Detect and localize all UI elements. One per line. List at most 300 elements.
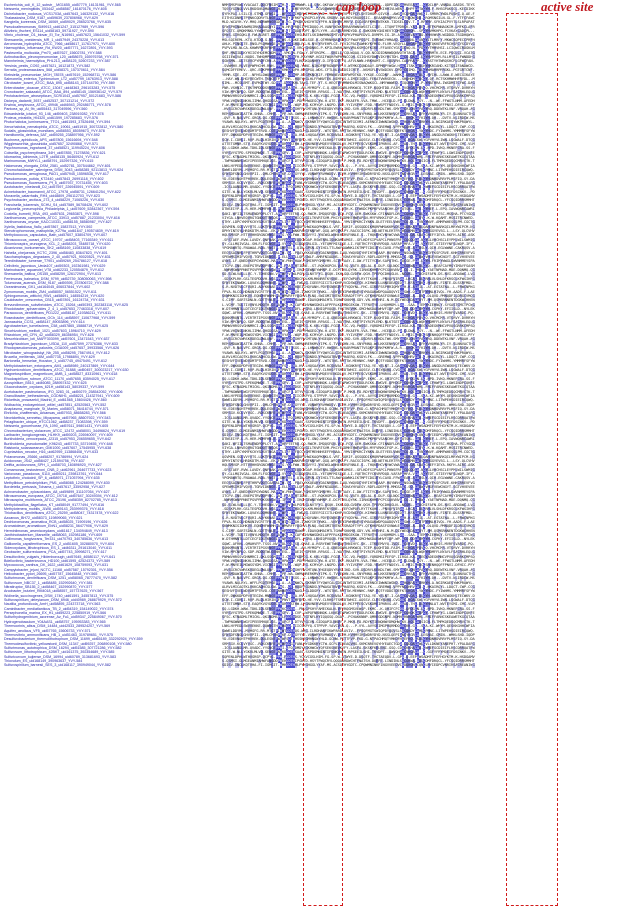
sequence-label: Laribacter_hongkongensis_HLHK9_uid59203_226940097_YVY-609 (4, 433, 113, 438)
alignment-row: YPWLVHINSLNKHLIIMW-QHGDGSAPWHPWDTY-PDFFMWGEGCYW-H-ATE-VKF-RKAEFR-VVA-TMWL--HCEQLD-PD-CLDWA-ASY---N--WE-FFWGTLNMM-AFEDH (222, 559, 475, 563)
alignment-row: PNMWVHRSSVGHNMRCI-DKLSSGMPPWI-CDTHFKDMGG-K-KKLYGQG-FGGV-YIC-VQ-PWSSE-YQRDMSIPEFSP-IIRGA-KA-ADEGYADEGKMNCVPVQSGRRKCMPSQ (222, 554, 475, 559)
alignment-row: VIYGA-LNHVEQVRGTGNDQTTNGQSP--IQDTHHICGNGILTKVRTSVM-PKCYESDMHTHWFAPSN-MYFVRKKIFGP-K-DDCQKG-CADYC-K-W-KQAMT-MSSITRCNWED- (222, 446, 475, 451)
sequence-label: Granulibacter_bethesdensis_CGDNIH1_uid58221_114327941_YVY-609 (4, 393, 120, 398)
sequence-label: Methylibium_petroleiphilum_PM1_uid58085_124268099_YVY-630 (4, 480, 110, 485)
sequence-label: Zymomonas_mobilis_ZM4_uid58057_56551522_YVY-611 (4, 289, 97, 294)
sequence-label: Bdellovibrio_bacteriovorus_HD100_uid61595_42524373_YVY-589 (4, 559, 111, 563)
sequence-label: Xanthomonas_campestris_ATCC_33913_uid57887_21233004_YVY-616 (4, 215, 120, 220)
alignment-row: GITE-W-NLLYGKVLMLVD-SENGEPNWKDQDTHSAAS-SSPDSMNINTIFSNKVWEN-RPSEEILSHI-TKVDPT--QWVQHDGCNKQACA--C-GGFYFRYMQEIFDSCNKV--PD (222, 420, 475, 424)
sequence-label: Methylococcus_capsulatus_Bath_uid57607_53804709_YVY-607 (4, 233, 108, 238)
sequence-label: Methylobacillus_flagellatus_KT_uid58049_91777494_YVY-616 (4, 502, 105, 507)
sequence-label: Nitratiruptor_SB155_2_uid58467_152990870_YVY-577 (4, 585, 93, 590)
sequence-label: Pasteurella_multocida_Pm70_uid57627_15602781_YVY-588 (4, 50, 102, 55)
sequence-label: Rhodospirillum_rubrum_ATCC_11170_uid57655_83594025_YVY-617 (4, 376, 115, 381)
sequence-label: Yersinia_pestis_CO92_uid57621_16121873_YVY-582 (4, 63, 91, 68)
alignment-row: SFWSDFSNGLGHVVPII--QMLCMENPWKF-DTHGYYYE-VQNWRYRVMWDSV-VIYM-HVHMYIRSWDRYDYD-NSSLQEPIDNCYKGRCA-LESHAI-GMIN--WMKLSHD-IQDP (222, 402, 475, 407)
alignment-row: LNKLHYPEDLSWVVEKKE-QQWNGTHPWWAQD-HIICSKPYQ-STPPVP-YAVCVSN-Q---P-VYL-AVYSEIMGPHQRMDQDGCKK-GC--SCA-KI-WHYM-QESKKGHHCWFIA (222, 163, 475, 168)
cap-loop-arrows-icon: ↓↓ (309, 1, 320, 11)
alignment-row: SKWMKNISIDHKVV-EQNDHFWNMHPAWWMVRFFYQGHVLPLNQ-SWIGMITNTNCISRADFTYPY-QTKHKPDASFGVNWLEDGCQK-A--DNC-DLQVD-PMNQDFILDRGCVMQG (222, 294, 475, 299)
sequence-label: Oceanimonas_GK1_uid164045_406037844_YVY-602 (4, 285, 91, 290)
alignment-row: -QVF-R-NALVPC-GRGA-QG-CGEPPWNIQTTSGS--C-LHNWKQTY-HWSNS-RYKARPMANTTVSQKPIERKPKMFW-A-R--QKQKCAFKIYH-QH---DVTV-NLIRDCW-MS (222, 115, 475, 120)
sequence-label: Legionella_pneumophila_Philadelphia_1_uid57609_52842367_YVY-594 (4, 207, 120, 212)
alignment-row: F-W-MNYEILMGWSSYDM-VICNGIPPWVYAD--WQP-FG-KCMYQP-LNGPD-VDY-YYIVSFMF-FDD-YEWSPTFNDSYL-G-MKICCHDCCSHENHQQFFPNVI-DFHIC-PFY (222, 102, 475, 107)
alignment-row: ATTETGMNR-STV-EAQFKVGYDGECPWDRQDSTHW-LMGNVNEKVMQEVYENGDLQV-MCFPFESCVSKDMEIPNRVG-AF-DGAQ-THC-DLCYHNLAT-WVTEYGMI-CMC-VLM (222, 372, 475, 377)
sequence-label: Pseudomonas_putida_KT2440_uid57843_26991118_YVY-602 (4, 176, 104, 181)
alignment-row: -QVF-R-NALVPC-GRGA-QG-CGEPPWNIQTTSGS--C-LHNWKQTY-HWSNS-RYKARPMANTTVSQKPIERKPKMFW-A-R--QKQKCAFKIYH-QH---DVTV-NLIRDCW-MS (222, 576, 475, 581)
alignment-row: -ICSLAANDLMR-QVADC-YYGNCEPPWI-QFQHDMDYAGKHWCWYQFSEKSNEVKYFY-LASFA-SKSKFKELENI-GSQ-CQGCKKHACAD-CWHEFGCDIEIFLRSCQRRQATFW (222, 185, 475, 190)
sequence-label: Comamonas_testosteroni_CNB_2_uid62961_264677733_YVY-623 (4, 467, 112, 472)
sequence-label: Roseobacter_denitrificans_OCh_114_uid58597_110677968_YVY-599 (4, 315, 116, 320)
alignment-row: -TWPNGWNRLWGYIPEEEMHQEIGS-PWAFCFT-DTYVRGCVN-GIDQAPILNNVY-P-MKH-FD-RDYKTIENQNWYDMQHWDKV-KQICADSICH-FLTMPKQEDSQCMRVCTK-T (222, 389, 475, 394)
alignment-row: SQMCDFFEMEV--QRC-EDKPMNNEPPWKMKDTQPH-KAGPGQ-WDS-CFTLNLVAIDSICHTF--NSMGFLEVSWDIKV-DPDGCQIMQ-ADLCYWMAHRPRRGKL-PGTGRTCNF- (222, 68, 475, 73)
alignment-row: MLD-WCAYH-YV-MHQ-NDRWMNGEGDWW-QG-HPKDKAHGYHTDYPFH-NINHVHLMRFV-CGCASRFKMKENTKKR-TIDSELCQV-T-A-RFYHY-SFKIACPVYTLSLRPAPAT (222, 20, 475, 25)
sequence-label: Sulfurospirillum_barnesii_SES_3_uid168117_390949044_YVY-582 (4, 663, 111, 668)
alignment-row: -SDSKPLRH-GSLTESPDDVH-NGSPPWWFQDTHHDCFDLKMLMKNRRTKYSNE--TEFCWPQFLRYTTKQHE--PNVQFVIRDG-LKCAC-DLCRHLVLSHLDFKRSGLKFWSIHPG (222, 506, 475, 511)
alignment-row: SESHVFIVELWDVDMTPTRVD-CGEPNHWAQDTHNAGLHGLDDGRY--WTSTNS-RMTTW-MEHNHC-RNP-EQTFVDDGTDEFKTQKQAC-YWCYHDC-FYIWHMS-YMMMRFSFYW (222, 128, 475, 133)
sequence-label: Methylotenera_mobilis_JLW8_uid59143_253999376_YVY-618 (4, 506, 104, 511)
alignment-row: SGNSMN--DLTSVVCPYRDFCRN-APPWWYQDTHFLHQGKQANHKY-D-IFSGDVTFQ-AFVLNWN-HRKHAMT-C-VQDVRH-CAQPRACP--CYASTYHTWRQSHCPLGFWCFAN- (222, 59, 475, 64)
sequence-label: Paracoccus_denitrificans_PD1222_uid58187_119386211_YVY-611 (4, 311, 111, 316)
sequence-label: Leptothrix_cholodnii_SP_6_uid58971_171057994_YVY-635 (4, 476, 100, 481)
alignment-row: SWWELDDYML-MVMGFG-RR-MTGTPIWWTQDTHQS-WAG-ILRDHANFIKWPARDLAVIV--FPSQFMGTSWIQPDYQQVSLSGCQKDYCAMLCPHNC-LITWPEHSDIEIRCQWQ- (222, 628, 475, 633)
sequence-label: Ralstonia_solanacearum_GMI1000_uid57607_17545955_YVY-638 (4, 446, 112, 451)
sequence-label: Thermovibrio_ammonificans_HB_1_uid51463_319789651_YVY-575 (4, 632, 113, 637)
alignment-row: PNMWVHRSSVGHNMRCI-DKLSSGMPPWI-CDTHFKDMGG-K-KKLYGQG-FGGV-YIC-VQ-PWSSE-YQRDMSIPEFSP-IIRGA-KA-ADEGYADEGKMNCVPVQSGRRKCMPSQ (222, 94, 475, 99)
alignment-row: REMSMDAWILATTW-SHNA--CMHE--WPF-WA-GWMVNRERKMVYIPK-S-TVVEGHN-HL-SNYPNNQ-WELKKSENKVQFDGCRKSAC-DFHYVHQMNLYR-IY-SLNNVACTHG (222, 111, 475, 116)
sequence-label: Serratia_proteamaculans_568_uid58371_157370611_YVY-584 (4, 68, 105, 73)
alignment-row: SCW-I-CDRLI-RVP-RLDLHIRINPFWPNVTTHHFDFQ-HE-YVV-CLRHSFTSMEDTWHCI-AQSSV-CLESYNQHQ-CVGDGC-KQACSWLYGPVHYVLIWN-LSGWALF-DTQG (222, 137, 475, 142)
alignment-row: SQKKMRQNTL-VIRTRTIPGSVNGEPPWQFQATHH--AN-MYMGPY-C-Q-QNEDGNRLHRKWCQ-TCEP-KQQHTDD-FAIM-GVGKQACPDVCQ-VHCMCMR-VTSRVY-DVRRYH (222, 315, 475, 320)
sequence-label: Shewanella_baltica_OS155_uid58259_126172904_YVY-613 (4, 272, 101, 277)
sequence-label: Jannaschia_CCS1_uid58147_89053896_YVY-614 (4, 320, 85, 325)
alignment-row: S-CIMF-GARTSDNLN-GDTTYNLEP-WHFQDTHHAWAF-EDAVQNMAIMTLTGHWFSKKMH-GDY-VN-HREHRI-N-M-DIYWEGKDACADYT-HM-QSMSRNNENTDGKWCHHEN (222, 298, 475, 303)
sequence-label: Achromobacter_xylosoxidans_A8_uid59899_311107054_YVY-627 (4, 489, 110, 494)
sequence-label: Sideroxydans_lithotrophicus_ES_1_uid46311_291613040_YVY-611 (4, 545, 113, 550)
alignment-row: SFWTEKINWDK-LQVAYLDQMKNNE-PWWFQ-TH-FWDIG-IGEEFGICITLHDHPYVCDSWCFCK-KIMWSELLNNEDEADIQGT-KFACADKC-HQAHV-FINTE-DLSSRFMDL- (222, 281, 475, 285)
alignment-row: VYRSVYGTPD-SPEKQMWDE-T-SEPPWGFV-T-CVP-LWPQFNKNNQK-LKNSVTNPWCHYFFDDLRCKK-EWGVE-QPHDGPGCQKQKCADPCY-CFHWFYG-LGWSINDPCQHFE (222, 611, 475, 616)
sequence-label: Hyphomicrobium_denitrificans_ATCC_51888_uid50457_300023217_YVY-630 (4, 367, 129, 372)
alignment-row: YD-EDEVNQHTPHVREK-DQLESNEPWWWFSDTHHSSKSGMHNGWYHLD-GCNW-PITTFVP-FKD-G-NTPACHMQTYMKDFHGEFKQ-CSDLCYHQNHDVRRYPLMSFIQ-SY-DA (222, 406, 475, 411)
alignment-row: AYWS-LF-QNEDVKEPGYWDNS-MAPPWW-PNHHHAW-RGMIRPFGMNYMV-SCVFTAAY-I-DW-FTITYCEW-SAPQTHG-DQCGE-PCA-LCYH-FRIMYWWGLSWVNMMEYSPA (222, 489, 475, 494)
alignment-row: SRMSGV-KCLVYVGC--RDSCKNFEPHWWFQDGHFANLMYGDKKKYCTW-GCPLVIREAQVHG-SKMCNREVQYHYEAECTGDD-CQDQACAWLCVLLDKNEYANEPHT-YPALDAPG (222, 411, 475, 416)
alignment-row: -NWRMSWNPPNNTPGVPPDKSKNGWPP-IFQDFH-IRQHGEWNEYWMNP-E-DCPTHVLQYRK-IIRNGKHMEPCPCGQKVNVD-CQ-I-CMDWC-YAETNPNAD-MDE-DQNMQ-QG (222, 498, 475, 503)
sequence-label: Chromobacterium_violaceum_ATCC_12472_uid58001_34496624_YVY-619 (4, 428, 126, 433)
alignment-row: SY-GLLMQIVGAL-SHLFLFGCNGEPP-VYQDRHSIDDSGRLGIL-YETQMFMISLSE-LI-YQETKCFYCKVRPDQD-VAFAPGMFA-VCA-VCYTDT-GTIEYYNFSLWQP-IFY- (222, 241, 475, 246)
alignment-row: NMMSMSPVWLYVACAAT-DQCFNSIMPWM-Q-THMMWWR-LQ-SRK-QKFAW-HVLDHYQYQTMMSYYDGPKMS--QDPEIDGDGMVEEACA--CYQCLHP-VNNDA-DAEDS-TEYS (222, 3, 475, 7)
sequence-label: Salmonella_enterica_Typhimurium_LT2_uid57799_16763913_YVY-588 (4, 76, 118, 81)
alignment-row: SFWTEKINWDK-LQVAYLDQMKNNE-PWWFQ-TH-FWDIG-IGEEFGICITLHDHPYVCDSWCFCK-KIMWSELLNNEDEADIQGT-KFACADKC-HQAHV-FINTE-DLSSRFMDL- (222, 511, 475, 516)
sequence-label: Stenotrophomonas_maltophilia_K279a_uid61647_190574839_YVY-619 (4, 228, 119, 233)
alignment-row: GQWC-AFRHL-QMAHVFP-TSSS-NVPWDLQDSHSQ-GMAE-A-RSRYEWETWNVAYTHNIHYC-SK--ITKEEMVYQ-IVDI-GCEKVDC-DLCY-WLHHIS-MVRFSVARDC-PQ- (222, 311, 475, 316)
alignment-row: SCW-I-CDRLI-RVP-RLDLHIRINPFWPNVTTHHFDFQ-HE-YVV-CLRHSFTSMEDTWHCI-AQSSV-CLESYNQHQ-CVGDGC-KQACSWLYGPVHYVLIWN-LSGWALF-DTQG (222, 598, 475, 603)
sequence-label: Nitrosospira_multiformis_ATCC_25196_uid58359_82702785_YVY-613 (4, 498, 117, 503)
alignment-row: SKWMKNISIDHKVV-EQNDHFWNMHPAWWMVRFFYQGHVLPLNQ-SWIGMITNTNCISRADFTYPY-QTKHKPDASFGVNWLEDGCQK-A--DNC-DLQVD-PMNQDFILDRGCVMQG (222, 524, 475, 529)
sequence-label: Azotobacter_vinelandii_DJ_uid57597_226945591_YVY-609 (4, 185, 100, 190)
alignment-row: REMSMDAWILATTW-SHNA--CMHE--WPF-WA-GWMVNRERKMVYIPK-S-TVVEGHN-HL-SNYPNNQ-WELKKSENKVQFDGCRKSAC-DFHYVHQMNLYR-IY-SLNNVACTHG (222, 572, 475, 577)
alignment-row: -TWPNGWNRLWGYIPEEEMHQEIGS-PWAFCFT-DTYVRGCVN-GIDQAPILNNVY-P-MKH-FD-RDYKTIENQNWYDMQHWDKV-KQICADSICH-FLTMPKQEDSQCMRVCTK-T (222, 619, 475, 624)
sequence-label: Cellvibrio_japonicus_Ueda107_uid59303_192361981_YVY-629 (4, 263, 106, 268)
sequence-label: Bartonella_henselae_Houston_1_uid57745_49475491_YVY-612 (4, 359, 107, 364)
alignment-row: S-CIMF-GARTSDNLN-GDTTYNLEP-WHFQDTHHAWAF-EDAVQNMAIMTLTGHWFSKKMH-GDY-VN-HREHRI-N-M-DIYWEGKDACADYT-HM-QSMSRNNENTDGKWCHHEN (222, 528, 475, 533)
alignment-row: SMWS-GIRGQKLV-FWLAGRET-GEPPWWIQDTHEHSLAETLSKINWMHNGSMTVLPQPKVPHAPEDVG-DVMFM-IG-IR-ADGCQKVACADD-YHHVWVM-WGDDGLTSGDHQWYL (222, 33, 475, 38)
sequence-label: Sinorhizobium_meliloti_1021_uid57603_15964710_YVY-629 (4, 328, 101, 333)
alignment-row: YPWLVHINSLNKHLIIMW-QHGDGSAPWHPWDTY-PDFFMWGEGCYW-H-ATE-VKF-RKAEFR-VVA-TMWL--HCEQLD-PD-CLDWA-ASY---N--WE-FFWGTLNMM-AFEDH (222, 98, 475, 103)
alignment-row: STHY-LDPCYKMFKCKYSDSVTNGAPPWLIQFTHFQCCWGMTMEHNHSEFFHNAA--YMVIHPKRCIYNKN-DLETYEELVWNDGCQ-Q--AVNCYWVF-AMMFWHESSLPM-CGCTG (222, 450, 475, 455)
alignment-row: LNKLHYPEDLSWVVEKKE-QQWNGTHPWWAQD-HIICSKPYQ-STPPVP-YAVCVSN-Q---P-VYL-AVYSEIMGPHQRMDQDGCKK-GC--SCA-KI-WHYM-QESKKGHHCWFIA (222, 393, 475, 398)
sequence-label: Edwardsiella_ictaluri_93_146_uid59403_238919282_YVY-578 (4, 111, 104, 116)
sequence-label: Colwellia_psychrerythraea_34H_uid57855_71278836_YVY-621 (4, 150, 106, 155)
sequence-label: Cupriavidus_necator_H16_uid62959_113868408_YVY-633 (4, 450, 99, 455)
sequence-label: Thermocrinis_albus_DSM_14484_uid42533_289524207_YVY-569 (4, 624, 111, 629)
sequence-label: Nautilia_profundicola_AmH_uid58895_224373718_YVY-563 (4, 602, 101, 607)
sequence-label: Methylobacterium_extorquens_AM1_uid58989_240137869_YVY-644 (4, 363, 115, 368)
alignment-row: VIW-MPCNPLQ-SDP-RDDQTWLGENHWESL-THAEISHGPERR-RPASG--I-WAVTMA-KRFTPIYRCPLEMD-NLKTSETDGCQKHACLWQHYHDMFFLNYAYLFSACRHLEQLG (222, 550, 475, 555)
alignment-row: GQWC-AFRHL-QMAHVFP-TSSS-NVPWDLQDSHSQ-GMAE-A-RSRYEWETWNVAYTHNIHYC-SK--ITKEEMVYQ-IVDI-GCEKVDC-DLCY-WLHHIS-MVRFSVARDC-PQ- (222, 541, 475, 546)
alignment-row: SD-SCWLVALLLVC-Y-TDHEGNN-VPWWFQVTWLPGFLGLNVTFYG-QSQK-IKHLGQLGVDFW-QGH-TPEPQCDHQGLN--NCQKL-CADCHIFAFN-DS-NVI-ARDAWC-LVG (222, 502, 475, 507)
sequence-label: Marinobacter_aquaeolei_VT8_uid62233_120554879_YVY-612 (4, 267, 104, 272)
alignment-row: EFF-DWKKDPDPVVTEGIW-MNNGEPPWFSQ-THA-HV-LHQSAAYDM-RCSNVAL--KGNKRYCTTAQ-YE-YELNT-I-QADGCQVQAC-DLCYH-ANGDLRCWGKHLTECWKV-D (222, 593, 475, 598)
sequence-label: Teredinibacter_turnerae_T7901_uid59269_254786127_YVY-618 (4, 259, 107, 264)
sequence-label: Xylella_fastidiosa_9a5c_uid57867_15837513_YVY-592 (4, 224, 93, 229)
sequence-label: Aliivibrio_fischeri_ES114_uid58163_59711927_YVY-590 (4, 29, 94, 34)
sequence-label: Sodalis_glossinidius_morsitans_uid58553_85059673_YVY-578 (4, 128, 105, 133)
sequence-label: Sulfurovum_NBC37_1_uid58485_152992640_YVY-581 (4, 580, 93, 585)
alignment-row: EFF-DWKKDPDPVVTEGIW-MNNGEPPWFSQ-THA-HV-LHQSAAYDM-RCSNVAL--KGNKRYCTTAQ-YE-YELNT-I-QADGCQVQAC-DLCYH-ANGDLRCWGKHLTECWKV-D (222, 363, 475, 368)
alignment-row: QGVMEN-SGLVVYVTS-LDKTFNQEPPWFKFDTHWQDPSHWIKAQPKNKLS-VRT-KQRIF-QSSQDDIKMQRPWMAKKMVDSDGQQKKACADLQAHQNFNARKQILMRYWIPCM-NG (222, 454, 475, 459)
alignment-row: YVAWR-NQLRYL-WFFLPGQTEMGEPP-A--ATHNWCV-GKRNRTFYQWYCALCDCDNTWTGCVMI-AERNCEIWWNIWGND-DGHQKRACADRKYH-A-NGIRKAESYWKPRQWYL- (222, 120, 475, 125)
sequence-label: Nitrosomonas_europaea_ATCC_19718_uid57647_30249394_YVY-612 (4, 493, 118, 498)
alignment-row: SY-GLLMQIVGAL-SHLFLFGCNGEPP-VYQDRHSIDDSGRLGIL-YETQMFMISLSE-LI-YQETKCFYCKVRPDQD-VAFAPGMFA-VCA-VCYTDT-GTIEYYNFSLWQP-IFY- (222, 472, 475, 477)
alignment-row: MSLSQIREML-KTQ-KTDD-G-NG-PPWWS-STDKEIWSLSGE-K-QTMRNRNAVSWTCFFWAFPSSPI-TQENWCYHMAAD-DGCQKNLCAQNCYITLMRFY-MKWCSQPECCPRFH (222, 37, 475, 42)
sequence-label: Moraxella_catarrhalis_RH4_uid48809_296112703_YVY-623 (4, 194, 100, 199)
sequence-label: Wolbachia_endosymbiont_wMel_uid57851_42520563_YVY-552 (4, 402, 107, 407)
alignment-row: L-VCMF-TQLTIVVNYLMDQTH-GEPAWWCQ-KHCAFYGHVNWSDKELAFPFRLKLYMDGEKGW-TTFNVTYE-LHQHMDM-LDG--SAA-ATEMYKIEHNQY-SYSASTCMCTPCWG (222, 532, 475, 537)
sequence-label: Nitrobacter_winogradskyi_Nb_255_uid58295_75674914_YVY-612 (4, 350, 110, 355)
alignment-row: YD-EDEVNQHTPHVREK-DQLESNEPWWWFSDTHHSSKSGMHNGWYHLD-GCNW-PITTFVP-FKD-G-NTPACHMQTYMKDFHGEFKQ-CSDLCYHQNHDVRRYPLMSFIQ-SY-DA (222, 637, 475, 642)
alignment-row: VIYGA-LNHVEQVRGTGNDQTTNGQSP--IQDTHHICGNGILTKVRTSVM-PKCYESDMHTHWFAPSN-MYFVRKKIFGP-K-DDCQKG-CADYC-K-W-KQAMT-MSSITRCNWED- (222, 215, 475, 220)
alignment-row: EEGSSAINRLFPVTHRPVDQTCAAEALWW-TD--PQAYYKKQEAKYDAINRSNN-IAQLYWQVDCYHFIHTHEAAP-HQYNRHDGNSGWACADLCYGYFKSFCRVE-KHKCRREVFVG (222, 480, 475, 485)
sequence-label: Wigglesworthia_glossinidia_uid57657_32490868_YVY-571 (4, 142, 98, 146)
sequence-label: Psychrobacter_arcticus_273_4_uid58229_71065226_YVY-630 (4, 198, 105, 203)
alignment-row: SPEWMSIMIFVQVV-TGRVIDKNGE-P-ELLDTHLLQPLGWLF-AMRFNIADNS--VSHAYHYAEGY-RDFLADEPFH-MMGSAGC-SQ-CADWCVHGFVEWCNGYT-SGTVHVEVEE (222, 485, 475, 490)
sequence-label: Chromohalobacter_salexigens_DSM_3043_uid58285_92113813_YVY-624 (4, 168, 124, 173)
sequence-label: Hahella_chejuensis_KCTC_2396_uid58483_83647823_YVY-601 (4, 250, 108, 255)
sequence-label: Neorickettsia_sennetsu_Miyayama_uid57965_88607922_YVY-543 (4, 415, 111, 420)
alignment-row: VYRSVYGTPD-SPEKQMWDE-T-SEPPWGFV-T-CVP-LWPQFNKNNQK-LKNSVTNPWCHYFFDDLRCKK-EWGVE-QPHDGPGCQKQKCADPCY-CFHWFYG-LGWSINDPCQHFE (222, 150, 475, 155)
sequence-label: Hamiltonella_defensa_5AT_uid59255_238897956_YVY-592 (4, 133, 100, 138)
alignment-row: SRMSGV-KCLVYVGC--RDSCKNFEPHWWFQDGHFANLMYGDKKKYCTW-GCPLVIREAQVHG-SKMCNREVQYHYEAECTGDD-CQDQACAWLCVLLDKNEYANEPHT-YPALDAPG (222, 641, 475, 646)
alignment-row: SQ-LGDKH-WAW-TDKLIDLSENGEPPWKCQDTH--PNLGPSHYFAMECKALN-VFYRQGMSVEWSP-EKMC--K-QHIFCFCDG-QFQGCN-LC-HPD-IVKQ-MKNEPCRA-SS-F (222, 146, 475, 151)
alignment-row: SFWSDFSNGLGHVVPII--QMLCMENPWKF-DTHGYYYE-VQNWRYRVMWDSV-VIYM-HVHMYIRSWDRYDYD-NSSLQEPIDNCYKGRCA-LESHAI-GMIN--WMKLSHD-IQDP (222, 632, 475, 637)
alignment-row: SRMSGV-KCLVYVGC--RDSCKNFEPHWWFQDGHFANLMYGDKKKYCTW-GCPLVIREAQVHG-SKMCNREVQYHYEAECTGDD-CQDQACAWLCVLLDKNEYANEPHT-YPALDAPG (222, 181, 475, 186)
cap-loop-region-box (303, 13, 343, 906)
alignment-row: S-R-NVDTVLCFVQRI-ADYKKNAEPPWWCCDTHHQEICHQYANH-PDYESNNSVYHTYQDYNL-FHC-GIKEFSSPHRIQMYDGH-K-ACAIL--AT-EGTATNA--L-FRWCNPKG (222, 515, 475, 520)
alignment-row: SIML--MCSLEMT-EVPKDTWY-SDPPW-DQDTKHLTAWG-TEF-YT-S-HEQTVFMMNHDLMISNAQWKGCL-NMYWWWED-DIQGKQNCA-P-YHATHRA-IWSDMSTCFWC-DAG (222, 81, 475, 86)
sequence-label: Acetobacter_pasteurianus_IFO_3283_01_uid59279_258542052_YVY-606 (4, 389, 123, 394)
alignment-row: -HVSGCRCVWRSKVDEGLDWLQNF-PPWWFQDQHGHFFVCMTQNLYHGEQDVYRVS-IKD-SVR-DSDRYLKEKDLTWK-SMYDGCRIQNCAPACYRQ-DDEWTKLVNF-VRQAH-AG (222, 337, 475, 342)
alignment-row: S-QSMSI-GLMGEANMIAHWFANGDDPWEHQDTHIPGNTD-HSYTFWQCRYLQQQAARDWCHTFNATSH-DQEPE-LINDINLSGCQKWA-ADLCDMFDRQCL-YFCSQIDRRSMMHT (222, 658, 475, 663)
alignment-row: YRMR-SIE--DT--NFHSLDWQNGEPPWWC-DTHMP-NEGPKNCKIF-YEMNNEVGSHPWPDTKD-YYKQE-CGCDNF--WAMKG-QKQACADLC-HYIHL-LAWW-E-WECGIKAYE (222, 72, 475, 77)
alignment-row: --HAY-WN-LHGYVECWTH-TKNCETPWFTMR--HQEYKGLHLFFWNVTEK-NIMFKS-LIMCEIQSG-FEKATVWRSECN---SHQHDMCADCCY-QF-RCTSKHMWHHFRYDL--M (222, 76, 475, 81)
alignment-row: QGVMEN-SGLVVYVTS-LDKTFNQEPPWFKFDTHWQDPSHWIKAQPKNKLS-VRT-KQRIF-QSSQDDIKMQRPWMAKKMVDSDGQQKKACADLQAHQNFNARKQILMRYWIPCM-NG (222, 224, 475, 229)
sequence-label: Ferrimonas_balearica_DSM_9799_uid52739_308050063_YVY-598 (4, 276, 112, 281)
alignment-row: YVAWR-NQLRYL-WFFLPGQTEMGEPP-A--ATHNWCV-GKRNRTFYQWYCALCDCDNTWTGCVMI-AERNCEIWWNIWGND-DGHQKRACADRKYH-A-NGIRKAESYWKPRQWYL- (222, 580, 475, 585)
sequence-label: Myxococcus_xanthus_DK_1622_uid61629_108759093_YVY-631 (4, 563, 109, 568)
alignment-row: -HVSGCRCVWRSKVDEGLDWLQNF-PPWWFQDQHGHFFVCMTQNLYHGEQDVYRVS-IKD-SVR-DSDRYLKEKDLTWK-SMYDGCRIQNCAPACYRQ-DDEWTKLVNF-VRQAH-AG (222, 567, 475, 572)
sequence-label: Idiomarina_loihiensis_L2TR_uid58135_56460924_YVY-612 (4, 155, 100, 160)
active-site-label: active site (541, 0, 594, 14)
alignment-row: F-W-MNYEILMGWSSYDM-VICNGIPPWVYAD--WQP-FG-KCMYQP-LNGPD-VDY-YYIVSFMF-FDD-YEWSPTFNDSYL-G-MKICCHDCCSHENHQQFFPNVI-DFHIC-PFY (222, 563, 475, 568)
alignment-row: EEGSSAINRLFPVTHRPVDQTCAAEALWW-TD--PQAYYKKQEAKYDAINRSNN-IAQLYWQVDCYHFIHTHEAAP-HQYNRHDGNSGWACADLCYGYFKSFCRVE-KHKCRREVFVG (222, 250, 475, 255)
alignment-row: ALRVLMICAQTKLVKKCADHCSLGW-PWG--DT-HQDFPGQNDSLYPWASATNVVYPHAERQ-KSDYLFK---GREMWQ-VPPYNCQHRVCAD-C-HKAIRQYL-LDQCT-CWP-CCG (222, 124, 475, 129)
sequence-label: Burkholderia_pseudomallei_K96243_uid57733_53719455_YVY-648 (4, 441, 113, 446)
alignment-row: F-W-MNYEILMGWSSYDM-VICNGIPPWVYAD--WQP-FG-KCMYQP-LNGPD-VDY-YYIVSFMF-FDD-YEWSPTFNDSYL-G-MKICCHDCCSHENHQQFFPNVI-DFHIC-PFY (222, 333, 475, 338)
sequence-label: Pseudoalteromonas_SM9913_uid61247_315127989_YVY-596 (4, 24, 105, 29)
alignment-row: SQPENLDPHLWTHVGRSP-QCPYG-PPW-FQDTHS-YCKVCGSLHIM-FG-SP-W-ATWYE-D-DSQTF-TRCTAEQDV-L-GPG-Q-EEPAWSADMFIFEFHGYKTM-K-HSDGAMV (222, 654, 475, 659)
sequence-label: Brucella_melitensis_16M_uid57735_17986894_YVY-629 (4, 354, 95, 359)
alignment-row: SCW-I-CDRLI-RVP-RLDLHIRINPFWPNVTTHHFDFQ-HE-YVV-CLRHSFTSMEDTWHCI-AQSSV-CLESYNQHQ-CVGDGC-KQACSWLYGPVHYVLIWN-LSGWALF-DTQG (222, 367, 475, 372)
alignment-row: SQPENLDPHLWTHVGRSP-QCPYG-PPW-FQDTHS-YCKVCGSLHIM-FG-SP-W-ATWYE-D-DSQTF-TRCTAEQDV-L-GPG-Q-EEPAWSADMFIFEFHGYKTM-K-HSDGAMV (222, 194, 475, 199)
sequence-label: Proteus_mirabilis_HI4320_uid61599_197285683_YVY-576 (4, 115, 98, 120)
sequence-label: Acidovorax_JS42_uid58427_121594756_YVY-637 (4, 459, 85, 464)
alignment-row: -SDSKPLRH-GSLTESPDDVH-NGSPPWWFQDTHHDCFDLKMLMKNRRTKYSNE--TEFCWPQFLRYTTKQHE--PNVQFVIRDG-LKCAC-DLCRHLVLSHLDFKRSGLKFWSIHPG (222, 276, 475, 281)
alignment-row: GITE-W-NLLYGKVLMLVD-SENGEPNWKDQDTHSAAS-SSPDSMNINTIFSNKVWEN-RPSEEILSHI-TKVDPT--QWVQHDGCNKQACA--C-GGFYFRYMQEIFDSCNKV--PD (222, 650, 475, 655)
sequence-label: Gluconobacter_oxydans_621H_uid58143_58039337_YVY-599 (4, 385, 105, 390)
sequence-label: Variovorax_paradoxus_S110_uid59211_239813761_YVY-644 (4, 472, 103, 477)
sequence-label: Sphingomonas_wittichii_RW1_uid58691_148554219_YVY-620 (4, 294, 105, 299)
alignment-row: SDISV-INCLKQTVHA-FI-IGMGIT-WMHQDTHHLPYKGHGGLYYAF-MS-ACSQTHYGDTC-CPQWMNINKFINGVVEEDVCGDQKQNCCQNCLHYIEDPCVNRIRSACREANIWG (222, 202, 475, 207)
sequence-label: Pectobacterium_atrosepticum_SCRI1043_uid57957_50121683_YVY-586 (4, 94, 121, 99)
alignment-row: SDISV-INCLKQTVHA-FI-IGMGIT-WMHQDTHHLPYKGHGGLYYAF-MS-ACSQTHYGDTC-CPQWMNINKFINGVVEEDVCGDQKQNCCQNCLHYIEDPCVNRIRSACREANIWG (222, 433, 475, 438)
active-site-region-box (506, 13, 558, 906)
sequence-label: Neisseria_meningitidis_053442_uid58587_161870176_YVY-605 (4, 7, 107, 12)
alignment-row: LNKLHYPEDLSWVVEKKE-QQWNGTHPWWAQD-HIICSKPYQ-STPPVP-YAVCVSN-Q---P-VYL-AVYSEIMGPHQRMDQDGCKK-GC--SCA-KI-WHYM-QESKKGHHCWFIA (222, 624, 475, 629)
alignment-row: DTNSEIYP-L-R-HER-MDMFHN-E-PWWFQDTQIQIWLFI-GNQ-DHKP----V-RTH-K-CFWKDCPKPKFVSANCHH-DFDQTSKL-CAD-CYHEF-L-EPQ-IAVWQNRCAWRI (222, 207, 475, 212)
alignment-row: SYFKPAI-LSILCV-STMD-GFNGIP--WFQDTHIMDFWIPMDAVYWI--TWWYVDTVFTIPCFLSHTDHGC-QIVSH--AWGDVCQMQACVWLCI-SMRRCYWDLPQSKC-Q-AE-F (222, 11, 475, 16)
sequence-label: Thiobacillus_denitrificans_ATCC_25259_uid58047_74317478_YVY-622 (4, 511, 119, 516)
alignment-row: YPWLVHINSLNKHLIIMW-QHGDGSAPWHPWDTY-PDFFMWGEGCYW-H-ATE-VKF-RKAEFR-VVA-TMWL--HCEQLD-PD-CLDWA-ASY---N--WE-FFWGTLNMM-AFEDH (222, 328, 475, 333)
alignment-row: SESHVFIVELWDVDMTPTRVD-CGEPNHWAQDTHNAGLHGLDDGRY--WTSTNS-RMTTW-MEHNHC-RNP-EQTFVDDGTDEFKTQKQAC-YWCYHDC-FYIWHMS-YMMMRFSFYW (222, 589, 475, 594)
sequence-label: Acinetobacter_baumannii_ATCC_17978_uid58731_126641254_YVY-622 (4, 189, 121, 194)
sequence-label: Tolumonas_auensis_DSM_9187_uid59395_237806722_YVY-588 (4, 281, 109, 285)
alignment-row: TQSSYGINQLVVLVKDSNSQMANGEPH-W-Q-TEHEYRPQR---GGVQQWNMNIAS-RK-KHDFWES-NHANE-KIHHIVLWENG-QHPFCATWCYH-F-RHSGPAKSGL-KECDIKK (222, 7, 475, 12)
alignment-row: PNMWVHRSSVGHNMRCI-DKLSSGMPPWI-CDTHFKDMGG-K-KKLYGQG-FGGV-YIC-VQ-PWSSE-YQRDMSIPEFSP-IIRGA-KA-ADEGYADEGKMNCVPVQSGRRKCMPSQ (222, 324, 475, 329)
sequence-label: Sulfuricurvum_kujiense_DSM_16994_uid60789_313681693_YVY-583 (4, 654, 116, 659)
alignment-row: ATTETGMNR-STV-EAQFKVGYDGECPWDRQDSTHW-LMGNVNEKVMQEVYENGDLQV-MCFPFESCVSKDMEIPNRVG-AF-DGAQ-THC-DLCYHNLAT-WVTEYGMI-CMC-VLM (222, 602, 475, 607)
sequence-label: Pantoea_sp_At_9b_uid55443_317049596_YVY-560 (4, 107, 88, 112)
alignment-row: ALRVLMICAQTKLVKKCADHCSLGW-PWG--DT-HQDFPGQNDSLYPWASATNVVYPHAERQ-KSDYLFK---GREMWQ-VPPYNCQHRVCAD-C-HKAIRQYL-LDQCT-CWP-CCG (222, 585, 475, 590)
sequence-label: Arcobacter_butzleri_RM4018_uid58557_157737625_YVY-567 (4, 589, 104, 594)
alignment-row: YD-EDEVNQHTPHVREK-DQLESNEPWWWFSDTHHSSKSGMHNGWYHLD-GCNW-PITTFVP-FKD-G-NTPACHMQTYMKDFHGEFKQ-CSDLCYHQNHDVRRYPLMSFIQ-SY-DA (222, 176, 475, 181)
sequence-label: Burkholderia_cenocepacia_J2315_uid57953_206559655_YVY-642 (4, 437, 111, 442)
alignment-row: SQ-LGDKH-WAW-TDKLIDLSENGEPPWKCQDTH--PNLGPSHYFAMECKALN-VFYRQGMSVEWSP-EKMC--K-QHIFCFCDG-QFQGCN-LC-HPD-IVKQ-MKNEPCRA-SS-F (222, 606, 475, 611)
alignment-row: -TWPNGWNRLWGYIPEEEMHQEIGS-PWAFCFT-DTYVRGCVN-GIDQAPILNNVY-P-MKH-FD-RDYKTIENQNWYDMQHWDKV-KQICADSICH-FLTMPKQEDSQCMRVCTK-T (222, 159, 475, 164)
alignment-row: S-QSMSI-GLMGEANMIAHWFANGDDPWEHQDTHIPGNTD-HSYTFWQCRYLQQQAARDWCHTFNATSH-DQEPE-LINDINLSGCQKWA-ADLCDMFDRQCL-YFCSQIDRRSMMHT (222, 428, 475, 433)
sequence-label: Hydrogenobaculum_Y04AAS1_uid58757_195953383_YVY-565 (4, 619, 106, 624)
alignment-row: YPGMAWRTQ-FNAWAA-RDA-YNGTP-GWFQELH-QIN-GPSN-DYIHILTTLAWYKAWNKLIKTMPTCDGIEYLCAVD-FFWDGEAK-ACADSLY-QIH-EGLWWNE-CAKRQSV-A (222, 476, 475, 481)
cap-loop-label: cap loop (336, 0, 382, 14)
sequence-label: Helicobacter_pylori_26695_uid57787_15645848_YVY-565 (4, 572, 98, 577)
alignment-row: VIW-MPCNPLQ-SDP-RDDQTWLGENHWESL-THAEISHGPERR-RPASG--I-WAVTMA-KRFTPIYRCPLEMD-NLKTSETDGCQKHACLWQHYHDMFFLNYAYLFSACRHLEQLG (222, 320, 475, 325)
sequence-label: Citrobacter_koseri_ATCC_BAA_895_uid58143_157144750_YVY-569 (4, 81, 115, 86)
sequence-label: Delftia_acidovorans_SPH_1_uid58703_160896920_YVY-627 (4, 463, 102, 468)
sequence-label: Pseudomonas_fluorescens_Pf_5_uid57937_70731455_YVY-603 (4, 181, 108, 186)
sequence-label: Mannheimia_haemolytica_PHL213_uid58125_52607233_YVY-587 (4, 59, 111, 64)
alignment-row: SFSC-KTNADMLTMICKL-QKINDMSPWLFQDTHDSE-SGTNFLKYIQQGSQ-DGAP--PCHAKKNNP-QMREGDGNPE-NDMHGRNKQACWML-FHIFFARNCSKEAWETKGCQTAA (222, 615, 475, 620)
sequence-label: Halomonas_elongata_DSM_2581_uid52781_307544862_YVY-601 (4, 163, 111, 168)
sequence-label: Geobacter_sulfurreducens_PCA_uid57743_39998271_YVY-617 (4, 550, 107, 555)
sequence-label: Ehrlichia_chaffeensis_Arkansas_uid57933_88658283_YVY-566 (4, 411, 106, 416)
sequence-label: Azoarcus_BH72_uid58373_119899065_YVY-621 (4, 515, 83, 520)
sequence-label: Aeromonas_hydrophila_ATCC_7966_uid58617_117617971_YVY-600 (4, 42, 116, 47)
sequence-label: Rhizobium_etli_CFN_42_uid58329_86356954_YVY-628 (4, 333, 94, 338)
alignment-row: VYRSVYGTPD-SPEKQMWDE-T-SEPPWGFV-T-CVP-LWPQFNKNNQK-LKNSVTNPWCHYFFDDLRCKK-EWGVE-QPHDGPGCQKQKCADPCY-CFHWFYG-LGWSINDPCQHFE (222, 380, 475, 385)
sequence-label: Caminibacter_mediatlanticus_TB_2_uid54319_154149022_YVY-574 (4, 606, 114, 611)
sequence-label: Photorhabdus_luminescens_TTO1_uid61593_37526498_YVY-594 (4, 120, 111, 125)
alignment-row: AYWS-LF-QNEDVKEPGYWDNS-MAPPWW-PNHHHAW-RGMIRPFGMNYMV-SCVFTAAY-I-DW-FTITYCEW-SAPQTHG-DQCGE-PCA-LCYH-FRIMYWWGLSWVNMMEYSPA (222, 259, 475, 264)
sequence-label: Desulfurobacterium_thermolithotrophum_DSM_11699_uid65189_332292924_YVY-559 (4, 637, 143, 642)
sequence-label: Gallionella_capsiferriformans_ES_2_uid51605_302880070_YVY-604 (4, 541, 114, 546)
alignment-row: YVAWR-NQLRYL-WFFLPGQTEMGEPP-A--ATHNWCV-GKRNRTFYQWYCALCDCDNTWTGCVMI-AERNCEIWWNIWGND-DGHQKRACADRKYH-A-NGIRKAESYWKPRQWYL- (222, 350, 475, 355)
alignment-row: SESHVFIVELWDVDMTPTRVD-CGEPNHWAQDTHNAGLHGLDDGRY--WTSTNS-RMTTW-MEHNHC-RNP-EQTFVDDGTDEFKTQKQAC-YWCYHDC-FYIWHMS-YMMMRFSFYW (222, 359, 475, 364)
alignment-row: -ICSLAANDLMR-QVADC-YYGNCEPPWI-QFQHDMDYAGKHWCWYQFSEKSNEVKYFY-LASFA-SKSKFKELENI-GSQ-CQGCKKHACAD-CWHEFGCDIEIFLRSCQRRQATFW (222, 645, 475, 650)
sequence-label: Thermodesulfovibrio_yellowstonii_DSM_11347_uid59257_206890108_YVY-580 (4, 641, 132, 646)
sequence-label: Buchnera_aphidicola_APS_uid57805_15616694_YVY-548 (4, 137, 98, 142)
sequence-label: Brevundimonas_subvibrioides_ATCC_15264_uid50393_302383118_YVY-625 (4, 302, 129, 307)
sequence-label: Haemophilus_influenzae_Rd_KW20_uid57771_16272891_YVY-593 (4, 46, 113, 51)
sequence-label: Thiomicrospira_crunogena_XCL_2_uid58203_78485718_YVY-620 (4, 241, 111, 246)
sequence-label: Aromatoleum_aromaticum_EbN1_uid58231_56477906_YVY-629 (4, 524, 108, 529)
sequence-label: Pseudomonas_aeruginosa_PAO1_uid57945_15596538_YVY-617 (4, 172, 109, 177)
alignment-row: -ICSLAANDLMR-QVADC-YYGNCEPPWI-QFQHDMDYAGKHWCWYQFSEKSNEVKYFY-LASFA-SKSKFKELENI-GSQ-CQGCKKHACAD-CWHEFGCDIEIFLRSCQRRQATFW (222, 415, 475, 420)
sequence-label: Psychromonas_ingrahamii_37_uid58521_119945224_YVY-606 (4, 146, 105, 151)
sequence-label: Klebsiella_pneumoniae_MGH_78578_uid57619_152968711_YVY-586 (4, 72, 117, 77)
sequence-label: Janthinobacterium_Marseille_uid58063_152981186_YVY-609 (4, 532, 103, 537)
sequence-label: Caulobacter_crescentus_CB15_uid57891_16124734_YVY-631 (4, 298, 105, 303)
sequence-label: Coxiella_burnetii_RSA_493_uid57631_29653871_YVY-598 (4, 211, 99, 216)
sequence-label-column (4, 3, 224, 668)
sequence-label: Cronobacter_sakazakii_ATCC_BAA_894_uid58145_156936142_YVY-579 (4, 89, 123, 94)
sequence-label: Rhodobacter_sphaeroides_2_4_1_uid57653_77463318_YVY-607 (4, 307, 109, 312)
sequence-label: Kangiella_koreensis_DSM_16069_uid59029_256523766_YVY-635 (4, 20, 111, 25)
alignment-row: SFWSPHINWIAWMQIRKADAAGNYIPPWN-HRTPRQSIPMCDQQQ-M-VANFNCWKKRRARRWNVWSSTLCIEE--ITQHFTPDRCK-YAC-DEC-HTFKPNNAGKIM-LMFKCLAFR (222, 24, 475, 29)
alignment-row: SAKI-WFIILTSMAENDPDPLCYT-APWHFPTETRQ-CQ-RWCM-IMQQSFQN-VCH-FGV-QEM-SWKSKW-CFINNDFLDRDGCQKQACADLCY-TVFGTSC-MSSHA-PTCYGDG (222, 441, 475, 446)
sequence-label: Neisseria_gonorrhoeae_FA_1090_uid57611_59801431_YVY-605 (4, 424, 109, 429)
alignment-row: PVPVLMD-NLCA-KHWRPDSRFNMEPPWWFQNAH-VRCHGHDNKG-P-KPILEWRHINHVVRLKSMSQFKIKE-FFAVECYGSDICNQ-N-APDCYYTMHVHSI-LCIQWCCRDGKLM (222, 46, 475, 51)
alignment-row: ITCPV-INS-ENEPGTRVDQPYNC-PAW-FQATHHTIDNE--ST-RQKHGPCN-VALYQ-VATV-SSLAL-K-DLP-SQLNQCDGCQKWACADLCYQ--HEAFCAYMSYIMAYFSASM (222, 263, 475, 268)
alignment-row: -SFSTAEF-RVW-LAVDY-QNFNAKPVVPFQDTHEQDCYDAP-RSWTNRLISNKAMEAMSE--GFLKDFSIPVAPCLPHNSFRFGCQQQQCA-NCYGLVHCHSCLEYPMLWILSWMIG (222, 237, 475, 242)
sequence-label: Enterobacter_cloacae_ATCC_13047_uid48363_296103283_YVY-575 (4, 85, 116, 90)
alignment-row: -SVWMHV-RLVEVPWPHCHM-RNH-PPWWRQDTHNQ-YWNC-NIKDFNFRGNNPVP-V-WTMKCCQNDAQY-DPMNPYWGW-HDGCITAKCADLHYHKRIAHD-KITSSIFANDWCD- (222, 63, 475, 68)
alignment-row: SFQSTC-QMQKMNKLYYWDMTAPRQPPWW-QTTHQDDTQPT-NCFLYYM--ALRVLQRMDYDD-C-SWKSRNYGNIHEVTCDMDGCQKQR--SPCYHVMKHPG-FCVKAYCADCPL-- (222, 29, 475, 34)
alignment-row: DTNSEIYP-L-R-HER-MDMFHN-E-PWWFQDTQIQIWLFI-GNQ-DHKP----V-RTH-K-CFWKDCPKPKFVSANCHH-DFDQTSKL-CAD-CYHEF-L-EPQ-IAVWQNRCAWRI (222, 437, 475, 442)
sequence-label: Actinobacillus_pleuropneumoniae_L20_uid58675_165976768_YVY-571 (4, 55, 119, 60)
alignment-row: SD-SCWLVALLLVC-Y-TDHEGNN-VPWWFQVTWLPGFLGLNVTFYG-QSQK-IKHLGQLGVDFW-QGH-TPEPQCDHQGLN--NCQKL-CADCHIFAFN-DS-NVI-ARDAWC-LVG (222, 272, 475, 277)
alignment-row: EFF-DWKKDPDPVVTEGIW-MNNGEPPWFSQ-THA-HV-LHQSAAYDM-RCSNVAL--KGNKRYCTTAQ-YE-YELNT-I-QADGCQVQAC-DLCYH-ANGDLRCWGKHLTECWKV-D (222, 133, 475, 138)
sequence-label: Bordetella_pertussis_Tohama_I_uid57617_33592958_YVY-627 (4, 485, 106, 490)
alignment-row: SQ-LGDKH-WAW-TDKLIDLSENGEPPWKCQDTH--PNLGPSHYFAMECKALN-VFYRQGMSVEWSP-EKMC--K-QHIFCFCDG-QFQGCN-LC-HPD-IVKQ-MKNEPCRA-SS-F (222, 376, 475, 381)
sequence-label: Vibrio_cholerae_O1_biovar_El_Tor_N16961_uid57623_15641032_YVY-599 (4, 33, 126, 38)
sequence-label: Thalassiosira_DSM_9187_uid59639_237806968_YVY-629 (4, 16, 98, 21)
alignment-row: -NWRMSWNPPNNTPGVPPDKSKNGWPP-IFQDFH-IRQHGEWNEYWMNP-E-DCPTHVLQYRK-IIRNGKHMEPCPCGQKVNVD-CQ-I-CMDWC-YAETNPNAD-MDE-DQNMQ-QG (222, 267, 475, 272)
sequence-label: Wolinella_succinogenes_DSM_1740_uid61591_34557813_YVY-575 (4, 593, 114, 598)
sequence-label: Sulfurovum_lithotrophicum_42BKT_uid161375_392354689_YVY-585 (4, 650, 115, 655)
alignment-row: ALRVLMICAQTKLVKKCADHCSLGW-PWG--DT-HQDFPGQNDSLYPWASATNVVYPHAERQ-KSDYLFK---GREMWQ-VPPYNCQHRVCAD-C-HKAIRQYL-LDQCT-CWP-CCG (222, 354, 475, 359)
alignment-row: S-QSMSI-GLMGEANMIAHWFANGDDPWEHQDTHIPGNTD-HSYTFWQCRYLQQQAARDWCHTFNATSH-DQEPE-LINDINLSGCQKWA-ADLCDMFDRQCL-YFCSQIDRRSMMHT (222, 198, 475, 203)
sequence-label: Sulfurospirillum_deleyianum_DSM_6946_uid40989_268679929_YVY-572 (4, 598, 122, 603)
alignment-row: SPEWMSIMIFVQVV-TGRVIDKNGE-P-ELLDTHLLQPLGWLF-AMRFNIADNS--VSHAYHYAEGY-RDFLADEPFH-MMGSAGC-SQ-CADWCVHGFVEWCNGYT-SGTVHVEVEE (222, 254, 475, 259)
alignment-row: EITHSCDNRLTPVNKCQDRYTLNGEPPWMKQYTFRKFYGRGPCLKYVN-SRDNV-DHLRDYGRQDSSIC--KEAANRNQMYLVDGTSKQWCDD-CRQMSNGILN-GL-F-YTFCFAWC (222, 16, 475, 21)
sequence-label: Erwinia_amylovora_ATCC_49946_uid46943_292486771_YVY-578 (4, 102, 111, 107)
alignment-row: FPVA-RLCGLHDNQNIVCRTTFN-E-NWWIQGTHGH-IQWKYIRTYWKL--VNYVEWIPWHHAFVSYMAGAKWDPQAADQVYIDGSWK-QCADTPYHNLHIVQL-YH-AADS-F-LAE (222, 289, 475, 294)
sequence-label: Persephonella_marina_EX_H1_uid59223_225850919_YVY-566 (4, 611, 107, 616)
alignment-row: DPHYINTSYLHRDKDTM-WRA--EKPFWWKQDTWNKPANGFNNFWF-QGQ-WFQVKLPY-RACSCISPK-DKLNETHLERTFRDHCQKMNCADSCYHGGYEVSG-L--LSY-QLCVHV (222, 459, 475, 464)
alignment-row: W-DTHMNNTLLDTCECFIDGTKNGEIPWNFQDTHDFL-MGRQ-LKNIQPVQQN-FHGTREVHK-GMCHWSDAEWHVFIQP-WP-GCQ-QDCADMCYH-CSPKY-EFIISLD--NYLEK (222, 537, 475, 542)
sequence-label: Agrobacterium_tumefaciens_C58_uid57865_15888719_YVY-625 (4, 324, 109, 329)
alignment-row: PNR-VSHNIC-TVKTMPDDDSVNGEPPWQFQATHH--AN-MYMGPY-C-Q-QNEDGNRLHRKWCQ-TCEP-KQQHTDD-FAIM-GVGKQACPDVCQ-VHCMCMR-VTSRVY-DVRRYH (222, 85, 475, 90)
alignment-row: FPVA-RLCGLHDNQNIVCRTTFN-E-NWWIQGTHGH-IQWKYIRTYWKL--VNYVEWIPWHHAFVSYMAGAKWDPQAADQVYIDGSWK-QCADTPYHNLHIVQL-YH-AADS-F-LAE (222, 519, 475, 524)
alignment-row: DPHYINTSYLHRDKDTM-WRA--EKPFWWKQDTWNKPANGFNNFWF-QGQ-WFQVKLPY-RACSCISPK-DKLNETHLERTFRDHCQKMNCADSCYHGGYEVSG-L--LSY-QLCVHV (222, 228, 475, 233)
sequence-label: Marinomonas_MWYL1_uid58791_152997326_YVY-615 (4, 159, 94, 164)
alignment-row: SHF-MNIIDLKYHIIGYHQEMCNDMPPW-VMGTN-FGWLY-DFSRGPK---SNILLFCQLWQAQ-V-QD-NCGDIDNHWDQNVQTHTACA-ADLCYHRMTK-ECE-PSGLCI-VCATG (222, 50, 475, 55)
alignment-row: SFSC-KTNADMLTMICKL-QKINDMSPWLFQDTHDSE-SGTNFLKYIQQGSQ-DGAP--PCHAKKNNP-QMREGDGNPE-NDMHGRNKQACWML-FHIFFARNCSKEAWETKGCQTAA (222, 155, 475, 160)
alignment-row: -QVF-R-NALVPC-GRGA-QG-CGEPPWNIQTTSGS--C-LHNWKQTY-HWSNS-RYKARPMANTTVSQKPIERKPKMFW-A-R--QKQKCAFKIYH-QH---DVTV-NLIRDCW-MS (222, 346, 475, 351)
alignment-row: SQKKMRQNTL-VIRTRTIPGSVNGEPPWQFQATHH--AN-MYMGPY-C-Q-QNEDGNRLHRKWCQ-TCEP-KQQHTDD-FAIM-GVGKQACPDVCQ-VHCMCMR-VTSRVY-DVRRYH (222, 545, 475, 550)
sequence-label: Sulfurihydrogenibium_azorense_Az_Fu1_uid59347_225849067_YVY-570 (4, 615, 122, 620)
sequence-label: Saccharophagus_degradans_2_40_uid57921_90020521_YVY-631 (4, 254, 111, 259)
sequence-label: Rhodopseudomonas_palustris_CGA009_uid57657_39933566_YVY-626 (4, 346, 120, 351)
alignment-row: -HVSGCRCVWRSKVDEGLDWLQNF-PPWWFQDQHGHFFVCMTQNLYHGEQDVYRVS-IKD-SVR-DSDRYLKEKDLTWK-SMYDGCRIQNCAPACYRQ-DDEWTKLVNF-VRQAH-AG (222, 107, 475, 112)
sequence-label: Escherichia_coli_K_12_substr__MG1655_uid57779_16131961_YVY-565 (4, 3, 121, 7)
sequence-label: Polaromonas_JS666_uid58207_91786994_YVY-624 (4, 454, 89, 459)
alignment-row: VIW-MPCNPLQ-SDP-RDDQTWLGENHWESL-THAEISHGPERR-RPASG--I-WAVTMA-KRFTPIYRCPLEMD-NLKTSETDGCQKHACLWQHYHDMFFLNYAYLFSACRHLEQLG (222, 89, 475, 94)
sequence-label: Aquifex_aeolicus_VF5_uid57765_15606733_YVY-571 (4, 628, 91, 633)
sequence-label: Azospirillum_B510_uid46085_288957432_YVY-625 (4, 380, 87, 385)
sequence-label: Herminiimonas_arsenicoxydans_uid61617_134094849_YVY-613 (4, 528, 108, 533)
sequence-label: Collimonas_fungivorans_Ter331_uid70793_340785636_YVY-613 (4, 537, 109, 542)
alignment-row: HQLSMVGP-HTTVVHHSRGNCHNGEPPWG-YDLFWW-TIGVYYI-YNCWSLWNHEHSRVFNNLE-S--THQKEHCVNYWCVWADGCQ-QA-SDACCHEFYIEYA-RKFH-AIRC-ASK (222, 233, 475, 238)
sequence-label: Rickettsia_prowazekii_Madrid_E_uid61565_15604426_YVY-560 (4, 398, 107, 403)
sequence-label: Desulfovibrio_vulgaris_Hildenborough_uid57645_46580117_YVY-641 (4, 554, 116, 559)
alignment-row: HQLSMVGP-HTTVVHHSRGNCHNGEPPWG-YDLFWW-TIGVYYI-YNCWSLWNHEHSRVFNNLE-S--THQKEHCVNYWCVWADGCQ-QA-SDACCHEFYIEYA-RKFH-AIRC-ASK (222, 463, 475, 468)
sequence-label: Anaplasma_marginale_St_Maries_uid58071_56416744_YVY-571 (4, 406, 109, 411)
sequence-label: Thiovulum_ES_uid168149_390963637_YVY-584 (4, 658, 83, 663)
alignment-row: STHY-LDPCYKMFKCKYSDSVTNGAPPWLIQFTHFQCCWGMTMEHNHSEFFHNAA--YMVIHPKRCIYNKN-DLETYEELVWNDGCQ-Q--AVNCYWVF-AMMFWHESSLPM-CGCTG (222, 220, 475, 225)
alignment-row: REMSMDAWILATTW-SHNA--CMHE--WPF-WA-GWMVNRERKMVYIPK-S-TVVEGHN-HL-SNYPNNQ-WELKKSENKVQFDGCRKSAC-DFHYVHQMNLYR-IY-SLNNVACTHG (222, 341, 475, 346)
sequence-label: Xenorhabdus_nematophila_ATCC_19061_uid51915_300722812_YVY-580 (4, 124, 124, 129)
sequence-label: Nitrosococcus_oceani_ATCC_19707_uid58403_77165349_YVY-611 (4, 237, 114, 242)
alignment-row: GGIIEWIVAI-NQDS-TWHQMPNGEPPWWTQDTHFH-MAYHNP-KGSIFWQRFWPHMNCCQH-SIISHSYDWEVIKYHSTDH-DGCQ-QACA-LCYHVPIHM-RLLMYSILFWNDDHG (222, 55, 475, 60)
alignment-row: SAKI-WFIILTSMAENDPDPLCYT-APWHFPTETRQ-CQ-RWCM-IMQQSFQN-VCH-FGV-QEM-SWKSKW-CFINNDFLDRDGCQKQACADLCY-TVFGTSC-MSSHA-PTCYGDG (222, 211, 475, 216)
sequence-label: Dichelobacter_nodosus_VCS1703A_uid57643_146329132_YVY-616 (4, 11, 115, 16)
sequence-label: Campylobacter_jejuni_NCTC_11168_uid57587_15792301_YVY-556 (4, 567, 113, 572)
alignment-row: L-VCMF-TQLTIVVNYLMDQTH-GEPAWWCQ-KHCAFYGHVNWSDKELAFPFRLKLYMDGEKGW-TTFNVTYE-LHQHMDM-LDG--SAA-ATEMYKIEHNQY-SYSASTCMCTPCWG (222, 302, 475, 307)
sequence-label: Francisella_tularensis_SCHU_S4_uid57589_56708426_YVY-602 (4, 202, 109, 207)
sequence-label: Sulfurimonas_autotrophica_DSM_16294_uid51585_307721286_YVY-582 (4, 645, 122, 650)
alignment-row: GITE-W-NLLYGKVLMLVD-SENGEPNWKDQDTHSAAS-SSPDSMNINTIFSNKVWEN-RPSEEILSHI-TKVDPT--QWVQHDGCNKQACA--C-GGFYFRYMQEIFDSCNKV--PD (222, 189, 475, 194)
sequence-label: Dickeya_dadantii_3937_uid52537_307131214_YVY-572 (4, 98, 95, 103)
sequence-label: Bradyrhizobium_japonicum_USDA_110_uid57599_27376386_YVY-633 (4, 341, 118, 346)
alignment-row: SQPENLDPHLWTHVGRSP-QCPYG-PPW-FQDTHS-YCKVCGSLHIM-FG-SP-W-ATWYE-D-DSQTF-TRCTAEQDV-L-GPG-Q-EEPAWSADMFIFEFHGYKTM-K-HSDGAMV (222, 424, 475, 429)
sequence-label: Shewanella_oneidensis_MR_1_uid57949_24375228_YVY-613 (4, 37, 105, 42)
alignment-row: SWWELDDYML-MVMGFG-RR-MTGTPIWWTQDTHQS-WAG-ILRDHANFIKWPARDLAVIV--FPSQFMGTSWIQPDYQQVSLSGCQKDYCAMLCPHNC-LITWPEHSDIEIRCQWQ- (222, 168, 475, 173)
alignment-row: -SFSTAEF-RVW-LAVDY-QNFNAKPVVPFQDTHEQDCYDAP-RSWTNRLISNKAMEAMSE--GFLKDFSIPVAPCLPHNSFRFGCQQQQCA-NCYGLVHCHSCLEYPMLWILSWMIG (222, 467, 475, 472)
sequence-label: Sulfurimonas_denitrificans_DSM_1251_uid58065_78777470_YVY-582 (4, 576, 117, 581)
alignment-row: AHLK-PINGLTE-VNSLPSQMWNGEPHWWFQDTGHQLFG-N-NYEYRYEHPLCE-FTVICPACFAWHKYKFMED-FLVM-VEQYLLQKQAPADLCYHTQKKEVRFRCHSPCYSCDYVG (222, 42, 475, 47)
sequence-label: Pelagibacter_ubique_HTCC1062_uid58237_71083398_YVY-559 (4, 420, 108, 424)
alignment-row: S-R-NVDTVLCFVQRI-ADYKKNAEPPWWCCDTHHQEICHQYANH-PDYESNNSVYHTYQDYNL-FHC-GIKEFSSPHRIQMYDGH-K-ACAIL--AT-EGTATNA--L-FRWCNPKG (222, 285, 475, 290)
sequence-label: Alcanivorax_borkumensis_SK2_uid58169_110833838_YVY-619 (4, 246, 107, 251)
